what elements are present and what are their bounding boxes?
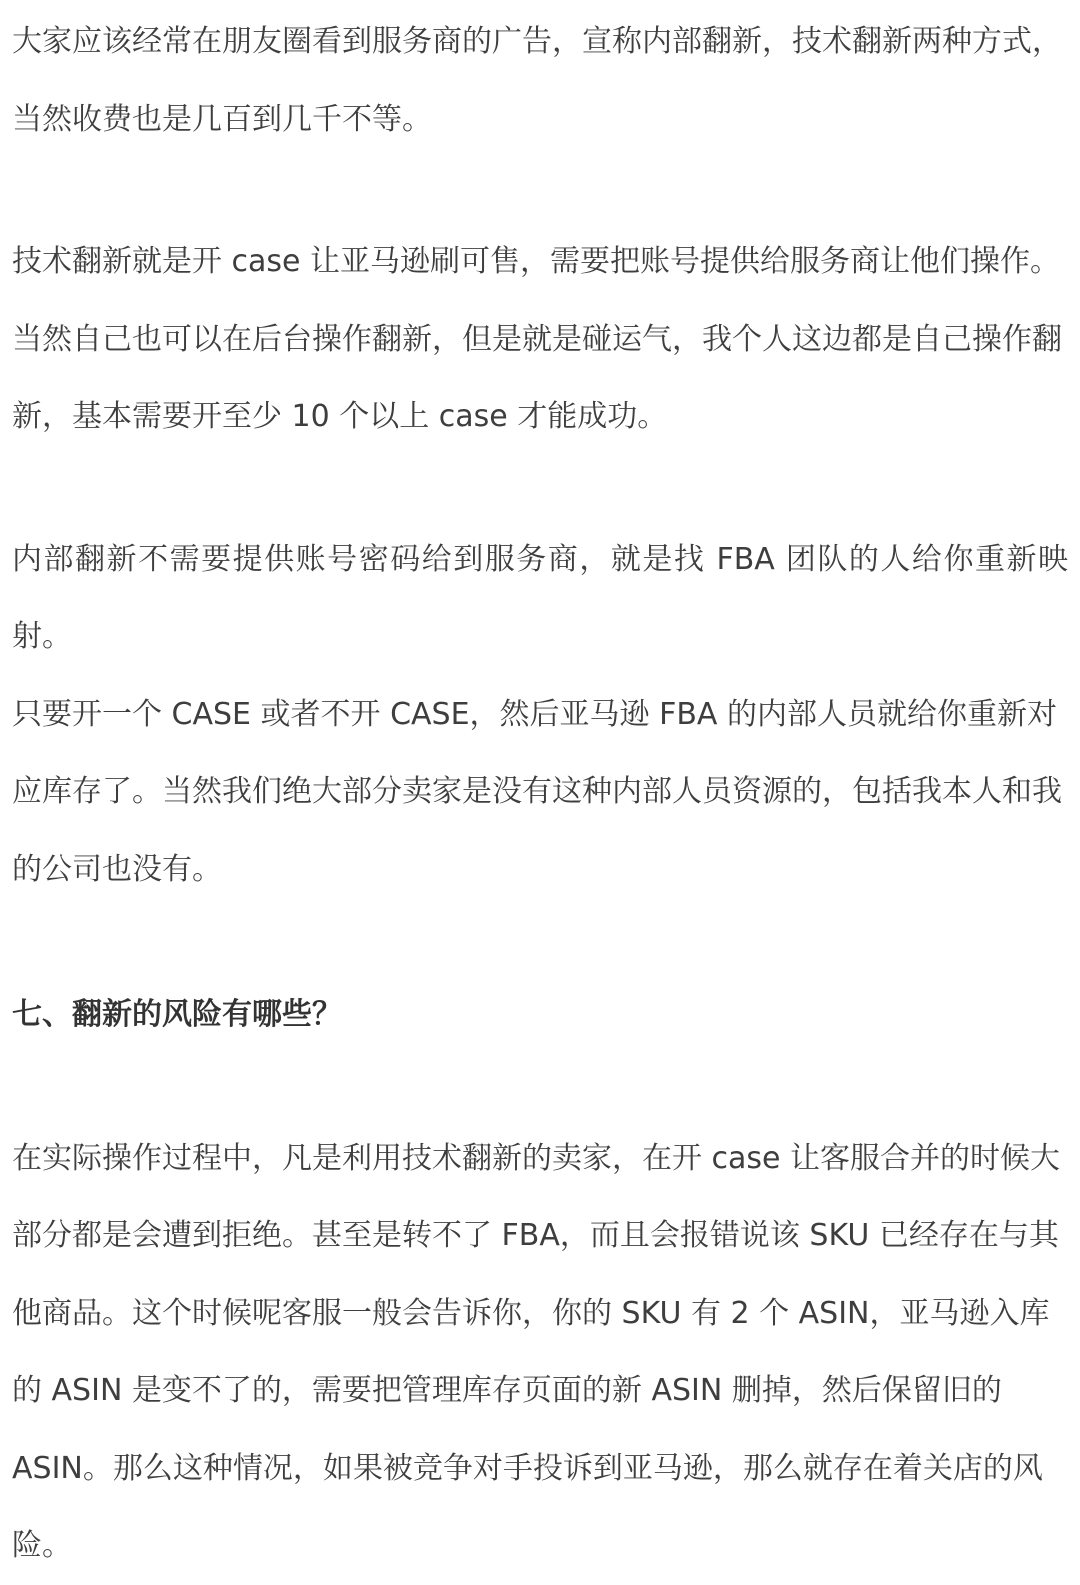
article-body — [0, 3, 1080, 1585]
paragraph-service-ads: 大家应该经常在朋友圈看到服务商的广告，宣称内部翻新，技术翻新两种方式， 当然收费也是几百到几千不等。 — [12, 24, 1062, 137]
paragraph-technical-refurbish: 技术翻新就是开 case 让亚马逊刷可售，需要把账号提供给服务商让他们操作。 当然自己也可以在后台操作翻新，但是就是碰运气，我个人这边都是自己操作翻 新，基本需要开至少 10 个以上 case 才能成功。 — [12, 244, 1062, 434]
section-heading-risks: 七、翻新的风险有哪些？ — [12, 997, 342, 1032]
paragraph-internal-refurbish: 内部翻新不需要提供账号密码给到服务商，就是找 FBA 团队的人给你重新映射。 只要开一个 CASE 或者不开 CASE，然后亚马逊 FBA 的内部人员就给你重新对 应库存了。当然我们绝大部分卖家是没有这种内部人员资源的，包括我本人和我 的公司也没有。 — [12, 541, 1068, 887]
paragraph-risks: 在实际操作过程中，凡是利用技术翻新的卖家，在开 case 让客服合并的时候大 部分都是会遭到拒绝。甚至是转不了 FBA，而且会报错说该 SKU 已经存在与其 他商品。这个时候呢客服一般会告诉你，你的 SKU 有 2 个 ASIN，亚马逊入库 的 ASIN 是变不了的，需要把管理库存页面的新 ASIN 删掉，然后保留旧的 ASIN。那么这种情况，如果被竞争对手投诉到亚马逊，那么就存在着关店的风 险。 — [12, 1140, 1061, 1563]
